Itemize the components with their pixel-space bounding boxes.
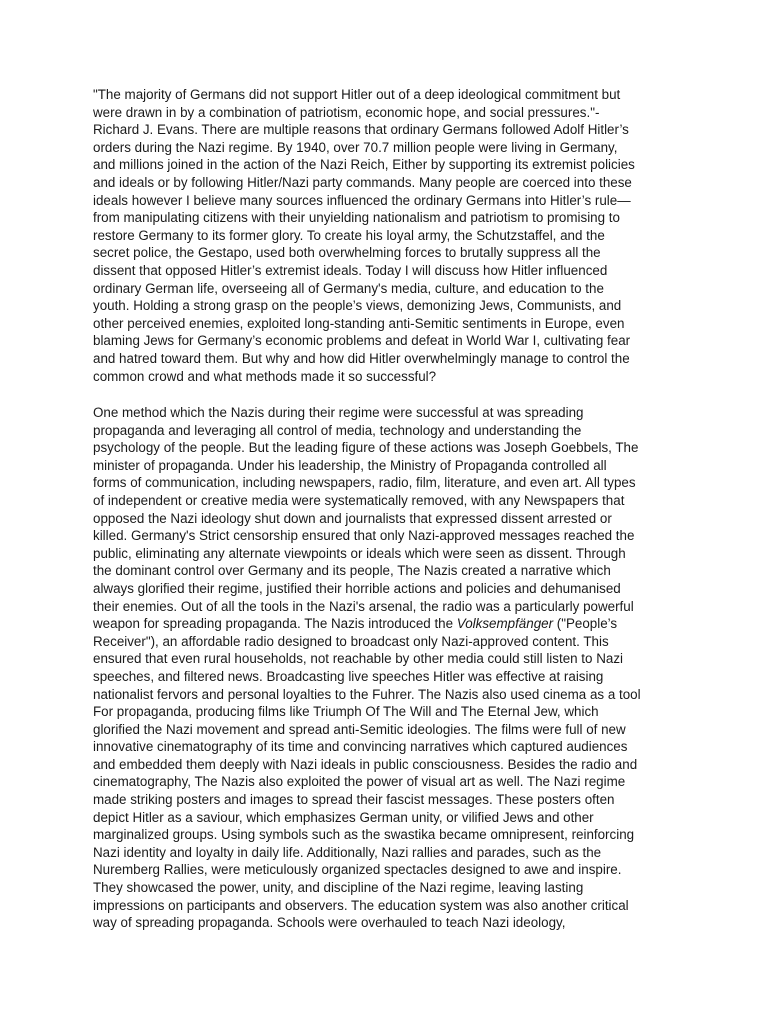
text-line: orders during the Nazi regime. By 1940, over 70.7 million people were living in Germany,	[93, 139, 618, 155]
text-line: and hatred toward them. But why and how did Hitler overwhelmingly manage to control the	[93, 350, 630, 366]
text-line: impressions on participants and observers. The education system was also another critical	[93, 897, 629, 913]
text-line: For propaganda, producing films like Triumph Of The Will and The Eternal Jew, which	[93, 704, 599, 720]
text-line: from manipulating citizens with their unyielding nationalism and patriotism to promising to	[93, 210, 620, 226]
text-line: and embedded them deeply with Nazi ideals in public consciousness. Besides the radio and	[93, 756, 638, 772]
text-line: their enemies. Out of all the tools in the Nazi's arsenal, the radio was a particularly powerful	[93, 598, 634, 614]
text-line: Richard J. Evans. There are multiple reasons that ordinary Germans followed Adolf Hitler’s	[93, 122, 629, 138]
text-line	[93, 615, 693, 633]
text-line: of independent or creative media were systematically removed, with any Newspapers that	[93, 492, 625, 508]
text-line: opposed the Nazi ideology shut down and journalists that expressed dissent arrested or	[93, 510, 612, 526]
text-line: and ideals or by following Hitler/Nazi party commands. Many people are coerced into these	[93, 174, 632, 190]
text-line: were drawn in by a combination of patriotism, economic hope, and social pressures."-	[93, 104, 600, 120]
text-segment: ("People’s	[553, 616, 618, 632]
text-line: They showcased the power, unity, and discipline of the Nazi regime, leaving lasting	[93, 880, 584, 896]
text-line: restore Germany to its former glory. To create his loyal army, the Schutzstaffel, and the	[93, 227, 605, 243]
text-line: other perceived enemies, exploited long-standing anti-Semitic sentiments in Europe, even	[93, 315, 625, 331]
text-line: always glorified their regime, justified their horrible actions and policies and dehumanised	[93, 580, 621, 596]
italic-term: Volksempfänger	[456, 616, 554, 632]
text-line: public, eliminating any alternate viewpoints or ideals which were seen as dissent. Through	[93, 545, 626, 561]
text-line: propaganda and leveraging all control of media, technology and understanding the	[93, 422, 582, 438]
text-line: cinematography, The Nazis also exploited the power of visual art as well. The Nazi regime	[93, 774, 626, 790]
text-segment: weapon for spreading propaganda. The Nazis introduced the	[93, 616, 457, 632]
text-line: Nuremberg Rallies, were meticulously organized spectacles designed to awe and inspire.	[93, 862, 622, 878]
text-line: ensured that even rural households, not reachable by other media could still listen to Nazi	[93, 651, 623, 667]
text-line: dissent that opposed Hitler’s extremist ideals. Today I will discuss how Hitler influenced	[93, 262, 608, 278]
text-line: Nazi identity and loyalty in daily life. Additionally, Nazi rallies and parades, such as the	[93, 844, 602, 860]
text-line: psychology of the people. But the leading figure of these actions was Joseph Goebbels, The	[93, 440, 639, 456]
text-line: nationalist fervors and personal loyalties to the Fuhrer. The Nazis also used cinema as a tool	[93, 686, 641, 702]
text-line: minister of propaganda. Under his leadership, the Ministry of Propaganda controlled all	[93, 457, 607, 473]
paragraph-propaganda	[93, 404, 693, 932]
paragraph-introduction	[93, 86, 693, 385]
text-line: marginalized groups. Using symbols such as the swastika became omnipresent, reinforcing	[93, 827, 635, 843]
text-line: One method which the Nazis during their regime were successful at was spreading	[93, 405, 584, 420]
text-line: youth. Holding a strong grasp on the people’s views, demonizing Jews, Communists, and	[93, 298, 622, 314]
text-line: innovative cinematography of its time and convincing narratives which captured audiences	[93, 739, 628, 755]
text-line: blaming Jews for Germany’s economic problems and defeat in World War I, cultivating fear	[93, 333, 631, 349]
text-line: made striking posters and images to spread their fascist messages. These posters often	[93, 792, 615, 808]
text-line: depict Hitler as a saviour, which emphasizes German unity, or vilified Jews and other	[93, 809, 594, 825]
text-line: glorified the Nazi movement and spread anti-Semitic ideologies. The films were full of new	[93, 721, 626, 737]
text-line: Receiver"), an affordable radio designed to broadcast only Nazi-approved content. This	[93, 633, 609, 649]
text-line: forms of communication, including newspapers, radio, film, literature, and even art. All types	[93, 475, 636, 491]
text-line: killed. Germany's Strict censorship ensured that only Nazi-approved messages reached the	[93, 528, 635, 544]
text-line: speeches, and filtered news. Broadcasting live speeches Hitler was effective at raising	[93, 668, 604, 684]
text-line: and millions joined in the action of the Nazi Reich, Either by supporting its extremist policies	[93, 157, 635, 173]
text-line: common crowd and what methods made it so successful?	[93, 368, 437, 384]
text-line: ideals however I believe many sources influenced the ordinary Germans into Hitler’s rule—	[93, 192, 631, 208]
text-line: the dominant control over Germany and its people, The Nazis created a narrative which	[93, 563, 611, 579]
text-line: secret police, the Gestapo, used both overwhelming forces to brutally suppress all the	[93, 245, 601, 261]
text-line: ordinary German life, overseeing all of Germany's media, culture, and education to the	[93, 280, 604, 296]
text-line: "The majority of Germans did not support Hitler out of a deep ideological commitment but	[93, 87, 621, 102]
text-line: way of spreading propaganda. Schools were overhauled to teach Nazi ideology,	[93, 915, 566, 931]
